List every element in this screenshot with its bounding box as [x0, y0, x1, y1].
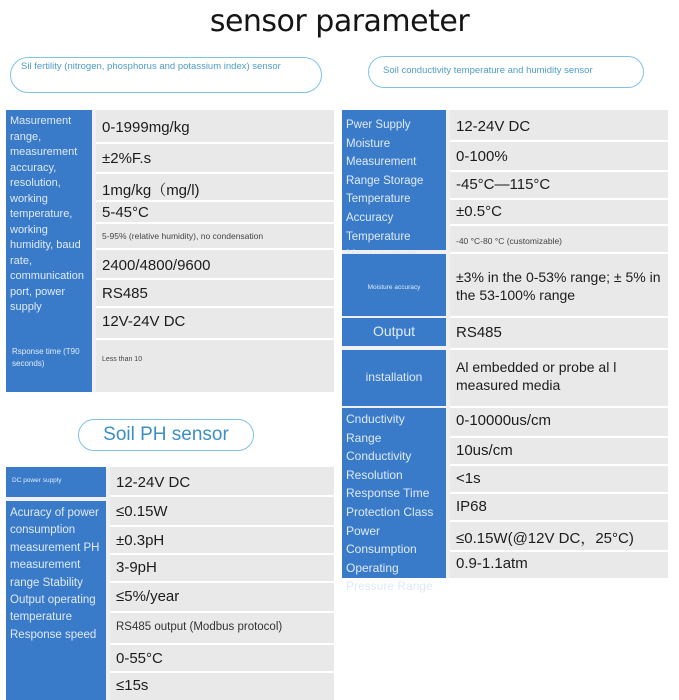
table-row: [110, 467, 334, 497]
ph-output-value: RS485 output (Modbus protocol): [116, 621, 283, 633]
table-row: [450, 438, 668, 466]
table-row: [450, 466, 668, 494]
table-row: [96, 250, 334, 280]
ph-response-value: ≤15s: [116, 677, 149, 694]
moisture-accuracy-label: Moisture accuracy: [342, 254, 446, 316]
npk-baud-value: 2400/4800/9600: [102, 257, 211, 274]
npk-temperature-value: 5-45°C: [102, 204, 149, 221]
table-row: [96, 174, 334, 202]
conductivity-resolution-value: 10us/cm: [456, 442, 513, 459]
npk-resolution-value: 1mg/kg（mg/l): [102, 182, 200, 199]
table-row: [110, 583, 334, 613]
table-row: [450, 200, 668, 226]
section-heading-npk: Sil fertility (nitrogen, phosphorus and potassium index) sensor: [10, 57, 322, 93]
temperature-range-value: -40 °C-80 °C (customizable): [456, 236, 562, 246]
conductivity-range-labels: Cnductivity Range Conductivity Resolution Response Time Protection Class Power Consumption Operating Pressure Range: [342, 408, 446, 578]
table-row: [450, 172, 668, 200]
table-row: [450, 110, 668, 142]
table-row: [96, 280, 334, 308]
table-row: [110, 613, 334, 645]
ph-stability-value: ≤5%/year: [116, 588, 180, 605]
table-row: [96, 144, 334, 174]
ph-spec-table: [6, 467, 334, 700]
npk-power-value: 12V-24V DC: [102, 313, 186, 330]
npk-accuracy-value: ±2%F.s: [102, 150, 152, 167]
table-row: [450, 254, 668, 318]
conductivity-spec-table: [342, 110, 668, 594]
table-row: [96, 202, 334, 224]
table-row: [110, 673, 334, 700]
table-row: [96, 224, 334, 250]
moisture-range-value: 0-100%: [456, 148, 508, 165]
installation-label: installation: [342, 350, 446, 406]
npk-port-value: RS485: [102, 285, 148, 302]
dc-power-supply-label: DC power supply: [6, 467, 106, 497]
table-row: [450, 522, 668, 552]
storage-temperature-value: -45°C—115°C: [456, 176, 551, 193]
section-heading-ph: Soil PH sensor: [78, 419, 254, 451]
table-row: [450, 226, 668, 254]
ph-supply-value: 12-24V DC: [116, 474, 191, 491]
moisture-accuracy-value: ±3% in the 0-53% range; ± 5% in the 53-100% range: [456, 269, 661, 303]
ph-parameter-labels: Acuracy of power consumption measurement PH measurement range Stability Output operating temperature Response speed: [6, 501, 106, 700]
conductivity-range-value: 0-10000us/cm: [456, 412, 552, 429]
table-row: [110, 527, 334, 555]
section-heading-conductivity: Soil conductivity temperature and humidity sensor: [368, 56, 644, 88]
table-row: [96, 110, 334, 144]
output-value: RS485: [456, 324, 502, 341]
table-row: [450, 552, 668, 578]
table-row: [450, 318, 668, 350]
table-row: [110, 645, 334, 673]
table-row: [450, 494, 668, 522]
table-row: [450, 142, 668, 172]
temperature-accuracy-value: ±0.5°C: [456, 203, 502, 220]
power-consumption-value: ≤0.15W(@12V DC，25°C): [456, 530, 634, 547]
table-row: [110, 555, 334, 583]
table-row: [110, 497, 334, 527]
npk-range-value: 0-1999mg/kg: [102, 119, 190, 136]
npk-parameter-labels: Masurement range, measurement accuracy, resolution, working temperature, working humidity, baud rate, communication port, power supply: [6, 110, 92, 392]
npk-response-value: Less than 10: [102, 356, 143, 363]
table-row: [450, 350, 668, 408]
ph-accuracy-value: ±0.3pH: [116, 532, 165, 549]
output-label: Output: [342, 318, 446, 346]
response-time-value: <1s: [456, 470, 481, 487]
ph-temperature-value: 0-55°C: [116, 650, 163, 667]
conductivity-parameter-labels: Pwer Supply Moisture Measurement Range Storage Temperature Accuracy Temperature: [342, 110, 446, 250]
table-row: [450, 408, 668, 438]
power-supply-value: 12-24V DC: [456, 118, 531, 135]
installation-value: Al embedded or probe al l measured media: [456, 359, 617, 393]
pressure-range-value: 0.9-1.1atm: [456, 555, 528, 572]
table-row: [96, 308, 334, 340]
protection-class-value: IP68: [456, 498, 487, 515]
table-row: [96, 340, 334, 392]
ph-power-value: ≤0.15W: [116, 503, 168, 520]
npk-response-time-label: Rsponse time (T90 seconds): [6, 340, 92, 392]
page-title: sensor parameter: [209, 4, 470, 39]
npk-spec-table: [6, 110, 334, 392]
npk-humidity-value: 5-95% (relative humidity), no condensation: [102, 231, 264, 241]
ph-range-value: 3-9pH: [116, 559, 157, 576]
